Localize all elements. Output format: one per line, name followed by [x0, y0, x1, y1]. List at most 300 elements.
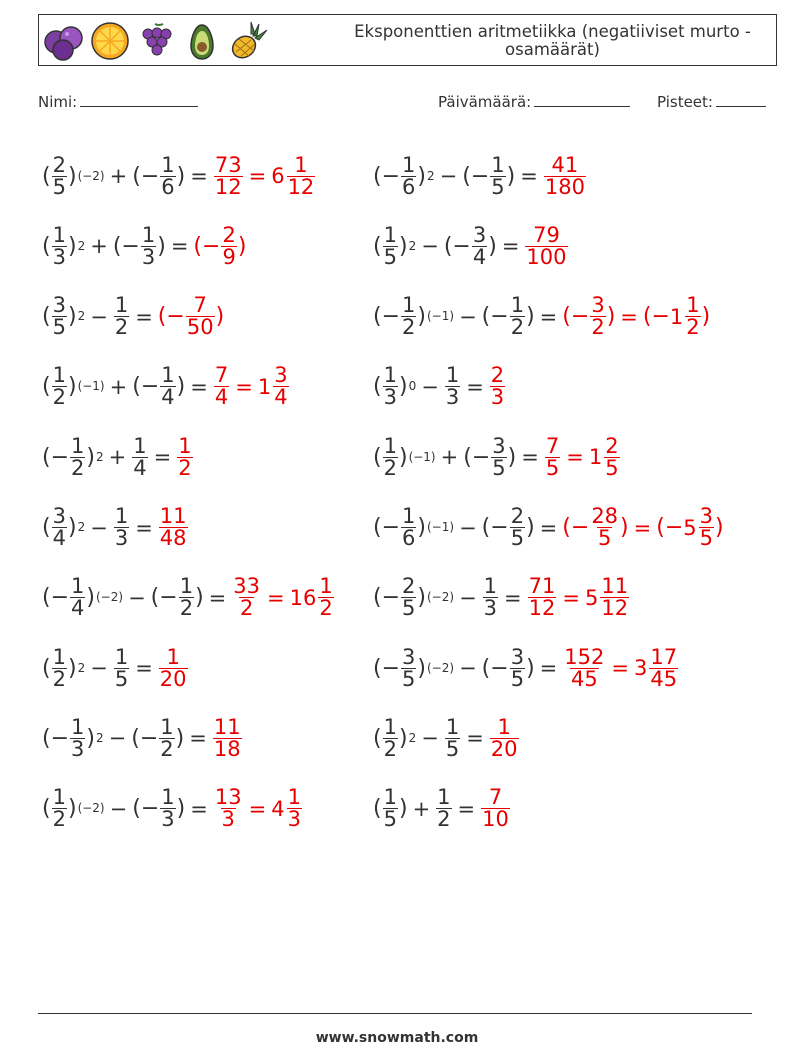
- expression: [373, 714, 461, 761]
- numerator: 1: [52, 363, 66, 388]
- parenthesis: (−: [656, 515, 684, 540]
- denominator: 4: [71, 596, 85, 621]
- problem-15: [42, 638, 189, 698]
- parenthesis: ): [398, 233, 408, 259]
- problem-20: [373, 779, 511, 839]
- fraction: [491, 433, 506, 480]
- numerator: 33: [233, 574, 261, 599]
- numerator: 1: [491, 152, 505, 177]
- denominator: 3: [52, 244, 66, 269]
- equals-sign: =: [190, 164, 208, 188]
- term: [482, 576, 499, 619]
- fraction: [52, 787, 67, 830]
- answer: [562, 506, 723, 549]
- parenthesis: ): [67, 796, 77, 822]
- exponent: 2: [77, 660, 86, 675]
- parenthesis: (: [42, 304, 51, 330]
- operator: −: [459, 515, 477, 540]
- expression: [42, 506, 130, 549]
- fraction: [563, 644, 605, 691]
- exponent: (−1): [408, 449, 436, 464]
- equals-sign: =: [235, 374, 253, 399]
- term: [373, 433, 436, 480]
- numerator: 1: [166, 644, 180, 669]
- parenthesis: ): [620, 515, 629, 540]
- equals-sign: =: [267, 585, 285, 610]
- denominator: 12: [287, 174, 315, 199]
- operator: +: [90, 234, 108, 259]
- date-label: Päivämäärä:: [438, 93, 532, 111]
- avocado-icon: [181, 20, 223, 62]
- parenthesis: (−: [562, 304, 590, 330]
- term: [42, 295, 85, 338]
- orange-slice-icon: [89, 20, 131, 62]
- denominator: 4: [52, 526, 66, 550]
- problem-7: [42, 357, 290, 417]
- operator: −: [421, 374, 439, 399]
- denominator: 20: [490, 736, 518, 761]
- equals-sign: =: [466, 726, 484, 751]
- score-label: Pisteet:: [657, 93, 713, 111]
- fraction: [510, 295, 525, 338]
- term: [463, 433, 517, 480]
- problem-11: [42, 498, 189, 558]
- term: [42, 152, 105, 199]
- exponent: (−1): [77, 379, 105, 394]
- problem-1: [42, 146, 316, 206]
- parenthesis: (−: [443, 233, 471, 259]
- parenthesis: (−: [132, 374, 160, 400]
- numerator: 1: [445, 363, 460, 388]
- fraction: [114, 506, 129, 549]
- numerator: 1: [52, 644, 66, 669]
- term: [42, 714, 104, 761]
- parenthesis: ): [417, 304, 426, 330]
- answer: [562, 644, 679, 691]
- exponent: 2: [408, 238, 417, 253]
- numerator: 41: [551, 152, 579, 177]
- numerator: 1: [402, 293, 416, 318]
- fraction: [445, 365, 460, 408]
- operator: +: [108, 445, 127, 470]
- fraction: [528, 576, 557, 619]
- operator: −: [421, 234, 439, 259]
- fraction: [472, 222, 487, 269]
- expression: [42, 433, 149, 480]
- numerator: 3: [274, 363, 288, 388]
- problem-12: [373, 498, 724, 558]
- answer: [158, 506, 189, 549]
- parenthesis: ): [398, 374, 408, 400]
- problem-3: [42, 216, 246, 276]
- fraction: [483, 576, 498, 619]
- parenthesis: ): [526, 304, 535, 330]
- grapes-icon: [135, 20, 177, 62]
- fraction-part: [604, 433, 619, 480]
- term: [373, 506, 454, 549]
- denominator: 5: [383, 807, 397, 832]
- answer: [193, 222, 247, 269]
- parenthesis: ): [417, 163, 426, 189]
- term: [373, 365, 416, 408]
- parenthesis: (: [373, 796, 382, 822]
- fraction: [52, 644, 67, 691]
- whole-part: 16: [289, 585, 317, 610]
- expression: [373, 644, 535, 691]
- numerator: 1: [383, 433, 397, 458]
- parenthesis: ): [701, 304, 711, 330]
- term: [373, 295, 454, 338]
- term: [132, 365, 185, 408]
- exponent: 2: [408, 730, 417, 745]
- term: [42, 576, 123, 619]
- operator: +: [109, 374, 128, 399]
- term: [373, 714, 417, 761]
- numerator: 11: [159, 504, 187, 528]
- equals-sign: =: [539, 656, 558, 681]
- numerator: 1: [161, 785, 175, 810]
- denominator: 4: [472, 244, 487, 269]
- answer: [480, 787, 511, 830]
- denominator: 5: [492, 455, 506, 480]
- equals-sign: =: [539, 515, 558, 540]
- fraction: [401, 644, 416, 691]
- parenthesis: (−: [132, 796, 160, 822]
- parenthesis: ): [215, 304, 225, 330]
- parenthesis: (: [42, 163, 51, 189]
- fraction: [70, 433, 85, 480]
- denominator: 2: [160, 736, 174, 761]
- term: [132, 787, 185, 830]
- denominator: 3: [161, 807, 175, 832]
- denominator: 5: [402, 596, 416, 621]
- parenthesis: ): [398, 796, 408, 822]
- whole-part: 3: [633, 656, 648, 681]
- parenthesis: (−: [481, 304, 509, 330]
- footer-url: www.snowmath.com: [315, 1030, 479, 1046]
- parenthesis: (: [42, 515, 51, 540]
- term: [42, 365, 105, 408]
- plum-icon: [43, 20, 85, 62]
- term: [42, 644, 86, 691]
- parenthesis: ): [398, 725, 408, 751]
- answer: [489, 365, 506, 408]
- denominator: 4: [133, 455, 147, 480]
- equals-sign: =: [562, 585, 580, 610]
- denominator: 5: [491, 174, 505, 199]
- numerator: 3: [52, 504, 66, 528]
- equals-sign: =: [189, 726, 207, 751]
- denominator: 10: [482, 807, 509, 832]
- mixed-number: [290, 576, 335, 619]
- numerator: 11: [601, 574, 629, 599]
- problem-17: [42, 708, 243, 768]
- parenthesis: ): [176, 163, 186, 189]
- fraction-part: [273, 365, 288, 408]
- exponent: (−2): [77, 801, 105, 816]
- denominator: 5: [114, 666, 129, 691]
- fraction: [179, 576, 194, 619]
- term: [373, 222, 417, 269]
- denominator: 2: [686, 315, 700, 340]
- numerator: 1: [497, 714, 511, 739]
- numerator: 2: [52, 152, 66, 177]
- term: [42, 787, 105, 830]
- numerator: 3: [492, 433, 506, 458]
- equals-sign: =: [504, 585, 522, 610]
- fraction: [383, 365, 398, 408]
- numerator: 7: [488, 785, 503, 810]
- exponent: 2: [96, 449, 104, 464]
- term: [373, 787, 408, 830]
- date-blank[interactable]: [534, 92, 630, 107]
- denominator: 5: [545, 455, 560, 480]
- parenthesis: (−: [42, 444, 70, 470]
- equals-sign: =: [153, 445, 172, 470]
- numerator: 1: [510, 293, 525, 318]
- parenthesis: ): [606, 304, 616, 330]
- fraction: [401, 152, 416, 199]
- fraction: [490, 714, 519, 761]
- operator: −: [90, 515, 108, 540]
- fraction: [445, 714, 460, 761]
- equals-sign: =: [466, 374, 484, 399]
- denominator: 2: [179, 596, 194, 621]
- equals-sign: =: [248, 796, 267, 821]
- denominator: 9: [222, 244, 236, 269]
- equals-sign: =: [521, 445, 539, 470]
- parenthesis: (: [42, 374, 51, 400]
- denominator: 12: [214, 174, 242, 199]
- expression: [42, 576, 204, 619]
- score-blank[interactable]: [716, 92, 766, 107]
- fraction-part: [600, 576, 629, 619]
- denominator: 12: [601, 596, 629, 621]
- fraction: [52, 295, 67, 338]
- mixed-number: [258, 365, 290, 408]
- answer: [527, 576, 630, 619]
- operator: −: [109, 796, 128, 821]
- problem-9: [42, 427, 194, 487]
- denominator: 2: [114, 315, 129, 340]
- denominator: 100: [526, 244, 567, 269]
- denominator: 2: [319, 596, 333, 621]
- fraction: [159, 714, 174, 761]
- problem-8: [373, 357, 506, 417]
- numerator: 1: [383, 714, 397, 739]
- name-field: [38, 92, 198, 111]
- fraction: [132, 433, 147, 480]
- parenthesis: ): [417, 515, 426, 540]
- term: [435, 787, 452, 830]
- numerator: 1: [402, 152, 416, 177]
- denominator: 2: [591, 315, 605, 340]
- parenthesis: (−: [42, 725, 70, 751]
- whole-part: 5: [585, 585, 599, 610]
- expression: [373, 295, 535, 338]
- fraction-part: [649, 644, 678, 691]
- score-field: [657, 92, 766, 111]
- expression: [42, 787, 185, 830]
- parenthesis: (−: [462, 163, 490, 189]
- fraction: [401, 506, 416, 549]
- term: [42, 506, 85, 549]
- numerator: 73: [214, 152, 242, 177]
- parenthesis: (: [373, 233, 382, 259]
- numerator: 1: [178, 433, 192, 458]
- denominator: 2: [178, 455, 192, 480]
- parenthesis: ): [67, 304, 77, 330]
- numerator: 1: [319, 574, 333, 599]
- denominator: 18: [213, 736, 241, 761]
- fruit-icons: [43, 19, 269, 63]
- answer: [562, 295, 710, 338]
- numerator: 2: [605, 433, 619, 458]
- numerator: 3: [699, 504, 714, 528]
- parenthesis: ): [526, 655, 535, 681]
- fraction: [232, 576, 261, 619]
- parenthesis: (−: [112, 233, 140, 259]
- answer: [231, 576, 334, 619]
- numerator: 1: [52, 785, 66, 810]
- exponent: 2: [77, 520, 86, 534]
- exponent: (−2): [77, 168, 105, 183]
- exponent: (−2): [96, 590, 124, 605]
- denominator: 12: [528, 596, 556, 621]
- denominator: 45: [650, 666, 678, 691]
- parenthesis: (−: [131, 725, 159, 751]
- problem-2: [373, 146, 587, 206]
- problem-13: [42, 568, 335, 628]
- fraction: [52, 222, 67, 269]
- numerator: 1: [114, 504, 129, 528]
- fraction: [490, 152, 505, 199]
- denominator: 2: [71, 455, 85, 480]
- numerator: 1: [179, 574, 194, 599]
- fraction: [383, 222, 398, 269]
- numerator: 1: [161, 152, 175, 177]
- parenthesis: (: [373, 725, 382, 751]
- problem-19: [42, 779, 303, 839]
- parenthesis: (−: [373, 655, 401, 681]
- parenthesis: ): [157, 233, 166, 259]
- answer: [212, 714, 243, 761]
- exponent: (−1): [427, 309, 455, 324]
- denominator: 5: [402, 666, 416, 691]
- exponent: 2: [427, 168, 435, 183]
- parenthesis: (−: [373, 515, 401, 540]
- numerator: 7: [214, 363, 229, 388]
- equals-sign: =: [566, 445, 584, 470]
- numerator: 7: [545, 433, 560, 458]
- equals-sign: =: [135, 656, 153, 681]
- fraction: [401, 295, 416, 338]
- problem-14: [373, 568, 630, 628]
- denominator: 2: [383, 736, 397, 761]
- answer: [176, 433, 193, 480]
- fraction: [436, 787, 451, 830]
- name-blank[interactable]: [80, 92, 198, 107]
- header-box: [38, 14, 777, 66]
- answer: [543, 152, 587, 199]
- term: [482, 506, 535, 549]
- term: [373, 152, 435, 199]
- fraction-part: [685, 295, 700, 338]
- parenthesis: (: [42, 655, 51, 681]
- parenthesis: (−: [373, 304, 401, 330]
- numerator: 1: [160, 714, 174, 739]
- parenthesis: (: [373, 444, 382, 470]
- answer: [544, 433, 621, 480]
- denominator: 6: [402, 174, 416, 199]
- equals-sign: =: [248, 164, 267, 188]
- numerator: 1: [133, 433, 147, 458]
- parenthesis: ): [67, 163, 77, 189]
- equals-sign: =: [190, 374, 208, 399]
- numerator: 1: [686, 293, 700, 318]
- fraction: [52, 506, 67, 549]
- denominator: 6: [402, 526, 416, 550]
- exponent: (−2): [427, 660, 455, 675]
- parenthesis: (: [373, 374, 382, 400]
- expression: [42, 152, 186, 199]
- fraction: [52, 365, 67, 408]
- operator: −: [459, 585, 477, 610]
- numerator: 1: [402, 504, 416, 528]
- numerator: 1: [383, 785, 397, 810]
- expression: [42, 714, 185, 761]
- pineapple-icon: [227, 20, 269, 62]
- parenthesis: ): [715, 515, 724, 540]
- fraction: [510, 644, 525, 691]
- denominator: 3: [490, 385, 505, 410]
- fraction: [141, 222, 156, 269]
- whole-part: 1: [669, 304, 684, 329]
- denominator: 3: [483, 596, 498, 621]
- operator: −: [90, 304, 108, 329]
- numerator: 2: [510, 504, 525, 528]
- term: [481, 644, 535, 691]
- problem-10: [373, 427, 621, 487]
- operator: −: [459, 304, 477, 329]
- equals-sign: =: [501, 234, 520, 259]
- fraction: [114, 644, 129, 691]
- problem-5: [42, 287, 224, 347]
- numerator: 1: [71, 433, 85, 458]
- denominator: 5: [605, 455, 619, 480]
- denominator: 45: [570, 666, 598, 691]
- denominator: 5: [52, 315, 66, 340]
- parenthesis: ): [195, 585, 204, 611]
- parenthesis: (−: [42, 585, 70, 611]
- operator: +: [109, 164, 128, 188]
- numerator: 152: [564, 644, 605, 669]
- denominator: 5: [52, 174, 66, 199]
- whole-part: 1: [588, 445, 603, 470]
- operator: −: [459, 656, 477, 681]
- fraction: [186, 295, 215, 338]
- numerator: 1: [383, 363, 397, 388]
- term: [113, 295, 130, 338]
- parenthesis: ): [488, 233, 497, 259]
- numerator: 7: [193, 293, 207, 318]
- operator: −: [421, 726, 439, 751]
- fraction: [510, 506, 525, 549]
- footer-divider: [38, 1013, 752, 1014]
- whole-part: 5: [683, 515, 697, 540]
- mixed-number: [670, 295, 702, 338]
- denominator: 3: [221, 807, 235, 832]
